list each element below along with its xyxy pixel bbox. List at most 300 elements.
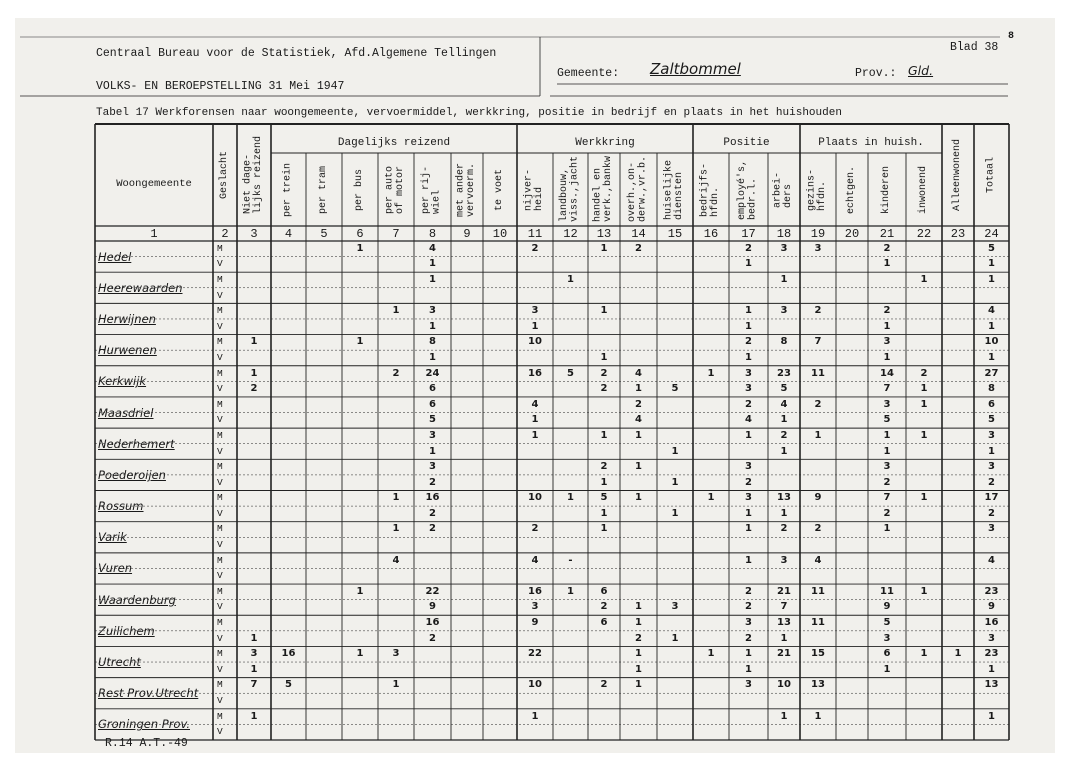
col-number-18: 18 [776,227,792,241]
table-cell: 6 [429,383,436,395]
table-cell: 1 [780,445,788,457]
row-woongemeente: Zuilichem [98,623,155,638]
table-cell: 1 [920,585,928,597]
table-cell: 8 [429,336,436,348]
table-cell: 1 [954,648,962,660]
table-cell: 1 [671,632,679,644]
col-number-15: 15 [667,227,683,241]
sex-label: V [217,695,223,707]
table-cell: 4 [392,554,400,566]
table-cell: 7 [814,336,822,348]
sex-label: M [217,679,223,691]
sex-label: M [217,461,223,473]
table-cell: 1 [531,710,539,722]
col-number-19: 19 [810,227,826,241]
table-cell: 2 [745,601,752,613]
table-cell: 7 [883,383,891,395]
table-cell: 5 [883,617,891,629]
col-number-6: 6 [356,227,364,241]
table-cell: 1 [250,663,258,675]
table-cell: 1 [600,507,608,519]
sex-label: V [217,414,223,426]
table-cell: 2 [392,367,400,379]
table-cell: 10 [528,336,542,348]
sex-label: V [217,445,223,457]
table-cell: 3 [745,492,752,504]
table-cell: 4 [531,554,539,566]
sex-label: M [217,273,223,285]
col-number-7: 7 [392,227,400,241]
row-woongemeente: Poederoijen [98,467,166,482]
col-header-6: per bus [353,168,365,211]
table-cell: 24 [425,367,440,379]
table-cell: 1 [671,476,679,488]
table-cell: 11 [811,367,825,379]
table-cell: 1 [635,383,642,395]
table-cell: 23 [984,648,999,660]
table-cell: 4 [814,554,822,566]
sex-label: V [217,632,223,644]
table-cell: 1 [392,523,400,535]
table-cell: 2 [745,585,752,597]
sheet-number: 8 [1008,31,1015,42]
table-cell: 2 [883,242,891,254]
table-cell: 1 [745,305,752,317]
table-cell: 1 [356,585,364,597]
table-cell: 21 [777,585,791,597]
table-cell: 2 [814,523,822,535]
table-cell: 1 [780,710,788,722]
table-cell: 5 [429,414,436,426]
table-cell: 2 [814,305,822,317]
table-cell: 1 [988,351,995,363]
table-cell: 1 [745,648,752,660]
col-header-11: nijver- heid [523,168,545,211]
table-cell: 2 [600,367,608,379]
table-cell: 2 [429,476,436,488]
table-cell: 10 [528,492,542,504]
table-cell: 1 [600,305,608,317]
table-cell: 1 [920,492,928,504]
table-cell: 3 [780,305,788,317]
table-cell: 3 [988,632,995,644]
table-cell: 2 [531,523,539,535]
sex-label: V [217,351,223,363]
table-cell: 1 [356,648,364,660]
prov-label: Prov.: [855,67,897,80]
table-cell: 1 [745,320,752,332]
table-cell: 13 [811,679,825,691]
group-header-dagelijks: Dagelijks reizend [337,137,451,149]
table-cell: 16 [528,585,542,597]
sex-label: M [217,305,223,317]
col-header-8: per rij- wiel [421,165,443,214]
table-cell: 1 [392,305,400,317]
col-number-24: 24 [984,227,999,241]
table-cell: 7 [780,601,788,613]
table-cell: 3 [531,305,539,317]
table-cell: 1 [250,632,258,644]
table-cell: 11 [811,617,825,629]
row-woongemeente: Rest Prov.Utrecht [98,686,199,701]
row-woongemeente: Herwijnen [98,311,156,326]
row-woongemeente: Groningen Prov. [98,717,190,732]
col-header-2: Geslacht [218,151,230,200]
row-woongemeente: Hedel [98,249,132,264]
table-cell: 1 [883,663,891,675]
table-cell: 1 [392,492,400,504]
table-cell: 1 [780,632,788,644]
table-cell: 13 [984,679,999,691]
table-cell: 3 [250,648,258,660]
table-cell: 1 [635,429,642,441]
table-cell: 3 [745,679,752,691]
sex-label: V [217,539,223,551]
table-cell: 6 [883,648,891,660]
table-cell: 11 [880,585,894,597]
table-cell: 1 [635,663,642,675]
col-header-12: landbouw, viss.,jacht [559,156,581,223]
sex-label: M [217,523,223,535]
table-cell: 10 [777,679,791,691]
row-woongemeente: Rossum [98,499,144,514]
table-cell: 17 [984,492,999,504]
table-cell: 3 [745,617,752,629]
table-cell: 1 [988,445,995,457]
col-header-14: overh.,on- derw.,vr.b. [627,156,649,223]
table-cell: 1 [883,523,891,535]
table-cell: 1 [567,585,574,597]
sex-label: V [217,601,223,613]
table-cell: 4 [429,242,436,254]
table-cell: 1 [429,351,436,363]
table-cell: 9 [883,601,891,613]
table-cell: 3 [780,242,788,254]
table-cell: 2 [429,523,436,535]
table-cell: 1 [567,492,574,504]
table-cell: 16 [528,367,542,379]
table-cell: 10 [528,679,542,691]
col-number-20: 20 [844,227,860,241]
row-woongemeente: Waardenburg [98,592,176,607]
col-number-17: 17 [741,227,756,241]
row-woongemeente: Heerewaarden [98,280,183,295]
table-cell: 2 [883,507,891,519]
col-number-4: 4 [284,227,293,241]
table-cell: 10 [984,336,999,348]
table-cell: 1 [635,492,642,504]
table-cell: 3 [883,632,891,644]
table-cell: 3 [392,648,400,660]
table-cell: 22 [528,648,542,660]
table-cell: 2 [988,476,995,488]
table-cell: 1 [920,383,928,395]
table-cell: 1 [531,414,539,426]
table-cell: 1 [600,476,608,488]
table-cell: - [568,554,573,566]
table-cell: 1 [745,554,752,566]
table-cell: 2 [635,242,642,254]
table-cell: 23 [984,585,999,597]
table-cell: 1 [356,336,364,348]
table-cell: 5 [671,383,679,395]
table-cell: 27 [984,367,999,379]
col-number-3: 3 [250,227,258,241]
row-woongemeente: Nederhemert [98,436,175,451]
table-cell: 1 [920,648,928,660]
table-cell: 2 [635,398,642,410]
table-cell: 4 [635,414,642,426]
row-woongemeente: Kerkwijk [98,374,147,389]
table-cell: 1 [883,351,891,363]
table-cell: 16 [425,617,440,629]
table-cell: 1 [671,445,679,457]
table-cell: 2 [780,429,788,441]
table-cell: 1 [429,273,436,285]
sex-label: M [217,429,223,441]
table-cell: 3 [429,305,436,317]
table-cell: 6 [600,617,608,629]
table-cell: 13 [777,492,791,504]
table-cell: 1 [707,367,715,379]
sex-label: V [217,320,223,332]
table-cell: 3 [988,429,995,441]
col-header-5: per tram [317,165,329,214]
table-cell: 3 [429,429,436,441]
footer-code: R.14 A.T.-49 [105,737,188,750]
table-cell: 3 [531,601,539,613]
table-cell: 4 [745,414,752,426]
table-cell: 5 [988,414,995,426]
table-cell: 1 [988,258,995,270]
sex-label: M [217,617,223,629]
table-cell: 2 [745,476,752,488]
col-number-9: 9 [463,227,471,241]
table-cell: 3 [671,601,679,613]
table-cell: 16 [281,648,296,660]
group-header-plaats: Plaats in huish. [818,137,924,149]
col-number-8: 8 [428,227,437,241]
table-cell: 1 [745,351,752,363]
table-cell: 1 [392,679,400,691]
col-header-4: per trein [282,162,294,217]
table-cell: 1 [883,429,891,441]
table-cell: 13 [777,617,791,629]
col-header-18: arbei- ders [772,171,794,208]
table-cell: 1 [988,710,995,722]
col-header-23: Alleenwonend [951,139,963,212]
table-cell: 16 [425,492,440,504]
sex-label: M [217,585,223,597]
sex-label: V [217,476,223,488]
table-cell: 2 [780,523,788,535]
table-cell: 5 [883,414,891,426]
table-cell: 9 [814,492,822,504]
table-cell: 2 [920,367,928,379]
table-cell: 1 [429,258,436,270]
table-cell: 1 [635,617,642,629]
table-cell: 3 [883,461,891,473]
table-cell: 14 [880,367,894,379]
table-cell: 4 [988,305,995,317]
group-header-werkkring: Werkkring [575,137,635,149]
table-cell: 1 [780,273,788,285]
table-cell: 2 [429,632,436,644]
table-cell: 1 [988,663,995,675]
table-cell: 1 [920,273,928,285]
col-number-11: 11 [527,227,543,241]
gemeente-value: Zaltbommel [650,60,741,78]
sex-label: V [217,570,223,582]
table-cell: 2 [745,336,752,348]
table-cell: 2 [635,632,642,644]
col-header-19: gezins- hfdn. [806,168,828,211]
table-cell: 2 [745,398,752,410]
table-cell: 11 [811,585,825,597]
col-header-17: employé's, bedr.l. [737,159,759,220]
table-cell: 4 [531,398,539,410]
col-header-9: met ander vervoerm. [455,162,477,217]
col-header-woongemeente: Woongemeente [116,178,192,190]
row-woongemeente: Vuren [98,561,133,576]
col-header-10: te voet [493,168,505,211]
table-cell: 2 [988,507,995,519]
col-number-10: 10 [492,227,508,241]
table-cell: 21 [777,648,791,660]
census-line: VOLKS- EN BEROEPSTELLING 31 Mei 1947 [96,80,345,93]
sheet-label: Blad 38 [950,41,999,54]
table-cell: 3 [814,242,822,254]
col-number-22: 22 [916,227,932,241]
table-cell: 1 [635,679,642,691]
table-cell: 1 [600,242,608,254]
table-cell: 1 [250,336,258,348]
table-cell: 5 [988,242,995,254]
table-cell: 1 [745,507,752,519]
table-cell: 1 [814,429,822,441]
table-cell: 2 [814,398,822,410]
sex-label: M [217,367,223,379]
table-cell: 1 [920,429,928,441]
col-header-21: kinderen [880,165,892,214]
row-woongemeente: Varik [98,530,127,545]
sex-label: V [217,289,223,301]
col-number-5: 5 [320,227,328,241]
table-cell: 1 [531,320,539,332]
table-cell: 2 [600,383,608,395]
table-cell: 2 [883,305,891,317]
sex-label: M [217,492,223,504]
table-cell: 1 [250,710,258,722]
table-cell: 2 [883,476,891,488]
table-cell: 3 [988,461,995,473]
table-cell: 1 [707,492,715,504]
table-cell: 3 [883,398,891,410]
sex-label: M [217,648,223,660]
sex-label: M [217,710,223,722]
row-woongemeente: Utrecht [98,655,141,670]
table-cell: 3 [745,367,752,379]
col-number-21: 21 [879,227,895,241]
table-cell: 6 [600,585,608,597]
table-cell: 2 [600,461,608,473]
table-cell: 5 [600,492,608,504]
table-cell: 1 [780,507,788,519]
table-cell: 1 [883,320,891,332]
prov-value: Gld. [908,63,934,78]
table-cell: 2 [745,242,752,254]
group-header-positie: Positie [723,137,770,149]
table-cell: 22 [425,585,440,597]
sex-label: V [217,726,223,738]
col-header-20: echtgen. [845,165,857,214]
table-cell: 1 [671,507,679,519]
col-header-16: bedrijfs- hfdn. [699,162,721,217]
col-header-15: huiselijke diensten [663,159,685,220]
table-cell: 1 [920,398,928,410]
table-cell: 1 [707,648,715,660]
sex-label: V [217,383,223,395]
table-cell: 7 [883,492,891,504]
col-header-3: Niet dage- lijks reizend [242,136,264,215]
sex-label: M [217,554,223,566]
table-cell: 4 [988,554,995,566]
sex-label: V [217,663,223,675]
table-cell: 1 [531,429,539,441]
col-number-13: 13 [596,227,612,241]
table-cell: 8 [780,336,788,348]
table-cell: 3 [745,383,752,395]
table-cell: 1 [635,461,642,473]
table-cell: 16 [984,617,999,629]
sex-label: V [217,507,223,519]
table-cell: 23 [777,367,791,379]
sex-label: V [217,258,223,270]
table-cell: 2 [250,383,258,395]
sex-label: M [217,242,223,254]
table-cell: 1 [883,445,891,457]
col-number-16: 16 [703,227,719,241]
sex-label: M [217,336,223,348]
gemeente-label: Gemeente: [557,67,620,80]
col-header-13: handel en verk.,bankw [592,156,614,223]
table-cell: 1 [600,429,608,441]
table-cell: 1 [600,523,608,535]
col-number-12: 12 [563,227,578,241]
table-cell: 1 [988,320,995,332]
table-cell: 3 [429,461,436,473]
table-cell: 2 [531,242,539,254]
table-cell: 5 [285,679,292,691]
col-header-22: inwonend [917,165,929,214]
sex-label: M [217,398,223,410]
table-cell: 15 [811,648,825,660]
bureau-line: Centraal Bureau voor de Statistiek, Afd.Algemene Tellingen [96,47,497,60]
col-number-23: 23 [950,227,966,241]
table-cell: 4 [780,398,788,410]
table-cell: 6 [988,398,995,410]
table-cell: 9 [531,617,539,629]
table-cell: 3 [780,554,788,566]
table-cell: 2 [429,507,436,519]
row-woongemeente: Maasdriel [98,405,154,420]
col-header-24: Totaal [985,157,997,194]
table-cell: 7 [250,679,258,691]
table-cell: 1 [250,367,258,379]
col-number-14: 14 [631,227,646,241]
table-cell: 1 [745,258,752,270]
row-woongemeente: Hurwenen [98,343,157,358]
